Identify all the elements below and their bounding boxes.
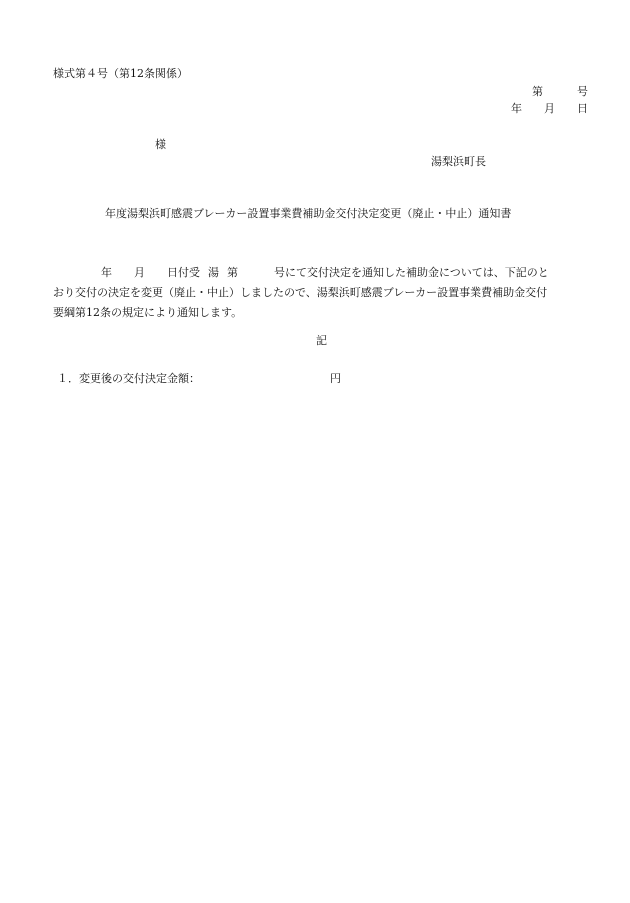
recipient: 様: [155, 138, 166, 151]
body-office: 湯: [208, 266, 219, 279]
item-label: １．変更後の交付決定金額：: [57, 372, 200, 385]
body-line-1: [53, 263, 589, 283]
document-number: [532, 86, 588, 97]
form-label: 様式第４号（第12条関係）: [53, 67, 188, 80]
date-month: 月: [544, 102, 555, 115]
body-month: 月: [134, 266, 145, 279]
list-item: [57, 373, 341, 384]
document-title: 年度湯梨浜町感震ブレーカー設置事業費補助金交付決定変更（廃止・中止）通知書: [105, 207, 512, 220]
body-year: 年: [101, 266, 112, 279]
body-line-1-rest: 号にて交付決定を通知した補助金については、下記のと: [274, 266, 549, 279]
body-line-2: おり交付の決定を変更（廃止・中止）しましたので、湯梨浜町感震ブレーカー設置事業費補助金交付: [53, 286, 548, 299]
item-unit: 円: [330, 372, 341, 385]
date-day: 日: [577, 102, 588, 115]
body-day-prefix: 日付受: [167, 266, 200, 279]
date-year: 年: [511, 102, 522, 115]
number-suffix: 号: [577, 85, 588, 98]
body-line-3: 要綱第12条の規定により通知します。: [53, 306, 243, 319]
document-date: [511, 103, 588, 114]
issuer: 湯梨浜町長: [431, 155, 486, 168]
number-prefix: 第: [532, 85, 543, 98]
ki-heading: 記: [316, 334, 327, 347]
body-dai: 第: [227, 266, 238, 279]
body-text: [53, 263, 589, 323]
